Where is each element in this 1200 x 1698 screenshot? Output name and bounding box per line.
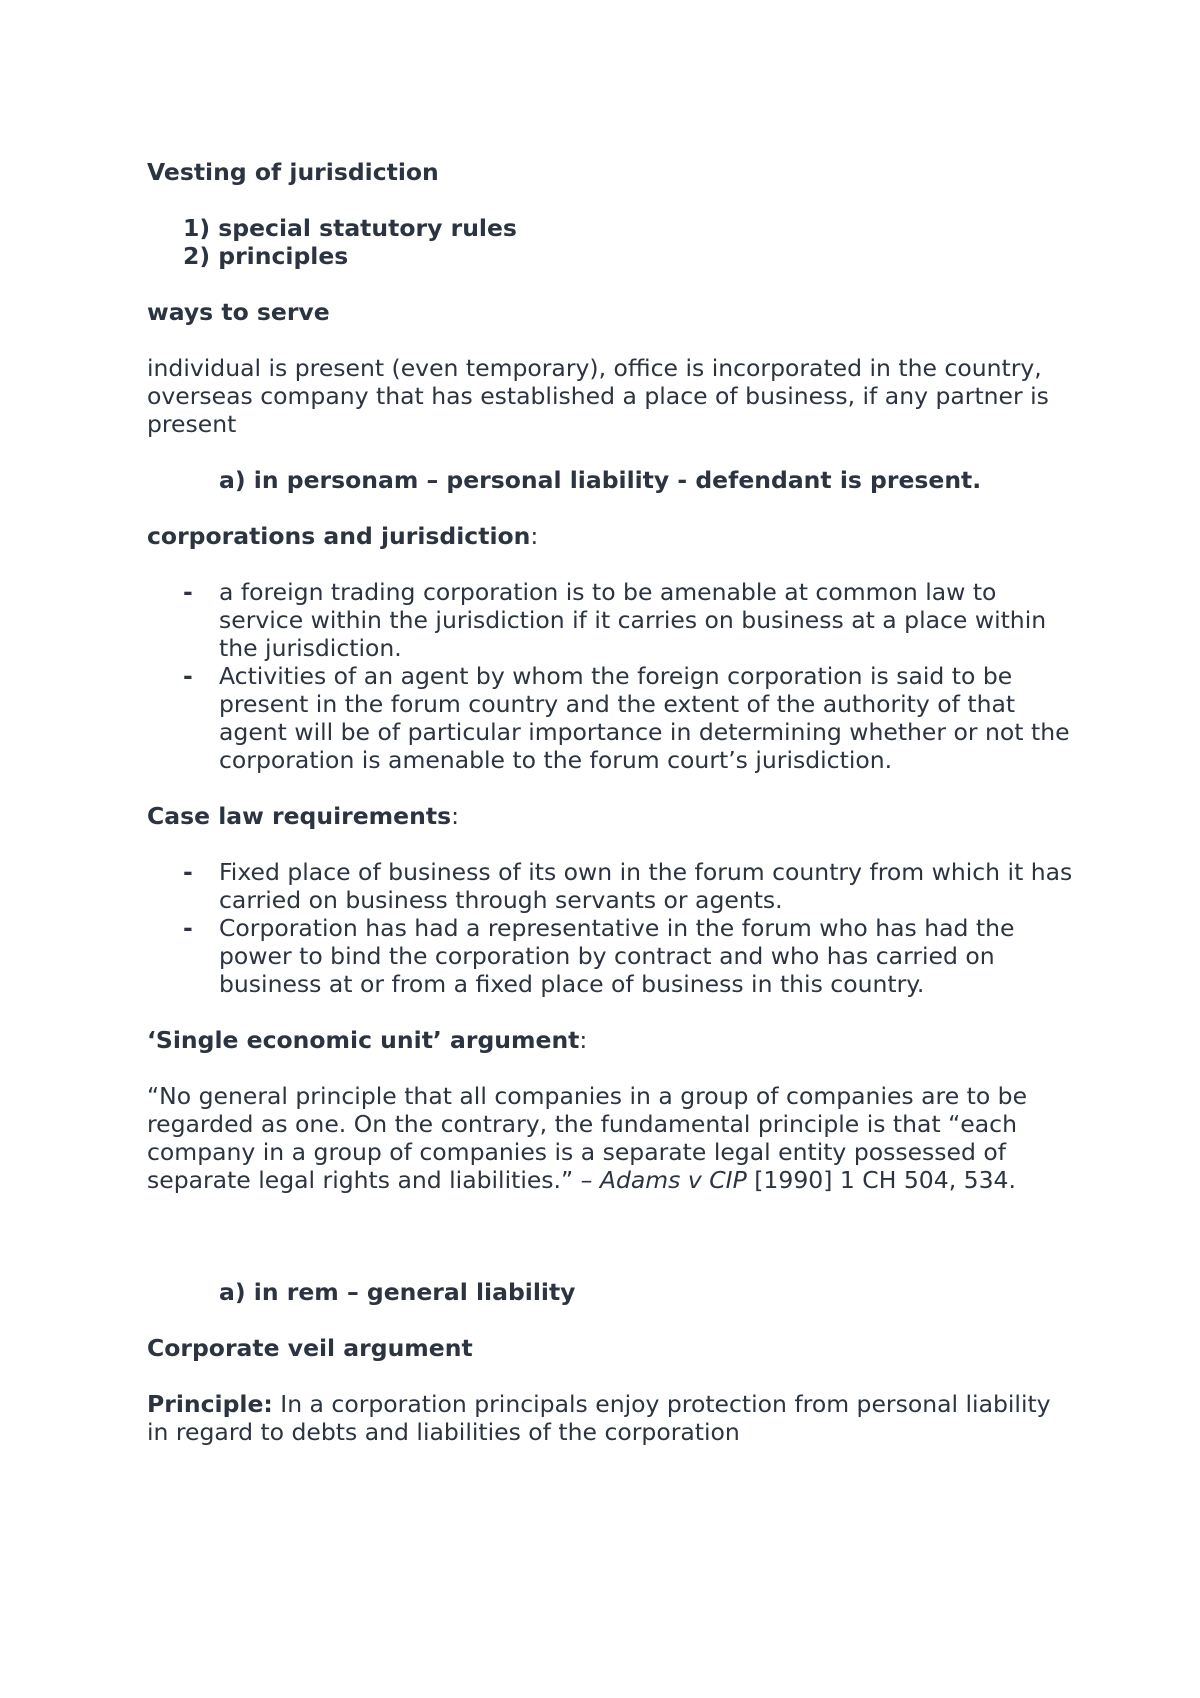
list-item <box>147 578 1077 662</box>
corporations-heading: corporations and jurisdiction <box>147 522 531 550</box>
case-law-heading-line <box>147 802 1077 830</box>
bullet-text: Activities of an agent by whom the foreign corporation is said to be present in the forum country and the extent of the authority of that agent will be of particular importance in determining whether or not the corporation is amenable to the forum court’s jurisdiction. <box>219 662 1070 774</box>
case-law-bullets <box>147 858 1077 998</box>
heading-colon: : <box>579 1026 588 1054</box>
document-page <box>147 158 1077 1446</box>
single-unit-heading: ‘Single economic unit’ argument <box>147 1026 580 1054</box>
veil-heading: Corporate veil argument <box>147 1334 473 1362</box>
heading-colon: : <box>530 522 539 550</box>
list-item: 2) principles <box>183 242 349 270</box>
heading-colon: : <box>451 802 459 830</box>
in-personam-heading: a) in personam – personal liability - defendant is present. <box>219 466 982 494</box>
page-title: Vesting of jurisdiction <box>147 158 439 186</box>
bullet-text: Fixed place of business of its own in the forum country from which it has carried on business through servants or agents. <box>219 858 1073 914</box>
dash-marker: - <box>183 578 193 606</box>
principle-paragraph <box>147 1390 1077 1446</box>
dash-marker: - <box>183 858 193 886</box>
corporations-heading-line <box>147 522 1077 550</box>
list-item <box>147 914 1077 998</box>
case-law-heading: Case law requirements <box>147 802 452 830</box>
dash-marker: - <box>183 662 193 690</box>
corporations-bullets <box>147 578 1077 774</box>
dash-marker: - <box>183 914 193 942</box>
quote-text: “No general principle that all companies in a group of companies are to be regarded as one. On the contrary, the fundamental principle is that “each company in a group of companies is a separate legal entity possessed of separate legal rights and liabilities.” – <box>147 1082 1028 1194</box>
principle-text: In a corporation principals enjoy protection from personal liability in regard to debts and liabilities of the corporation <box>147 1390 1051 1446</box>
list-item <box>147 858 1077 914</box>
bullet-text: a foreign trading corporation is to be amenable at common law to service within the jurisdiction if it carries on business at a place within the jurisdiction. <box>219 578 1047 662</box>
principle-label: Principle: <box>147 1390 273 1418</box>
ways-heading: ways to serve <box>147 298 330 326</box>
single-unit-heading-line <box>147 1026 1077 1054</box>
list-item: 1) special statutory rules <box>183 214 517 242</box>
case-citation: [1990] 1 CH 504, 534. <box>746 1166 1016 1194</box>
list-item <box>147 662 1077 774</box>
numbered-list <box>147 214 1077 270</box>
ways-paragraph: individual is present (even temporary), office is incorporated in the country, overseas company that has established a place of business, if any partner is present <box>147 354 1049 438</box>
quote-paragraph <box>147 1082 1077 1194</box>
bullet-text: Corporation has had a representative in the forum who has had the power to bind the corporation by contract and who has carried on business at or from a fixed place of business in this country. <box>219 914 1015 998</box>
in-rem-heading: a) in rem – general liability <box>219 1278 576 1306</box>
case-name: Adams v CIP <box>599 1166 747 1194</box>
